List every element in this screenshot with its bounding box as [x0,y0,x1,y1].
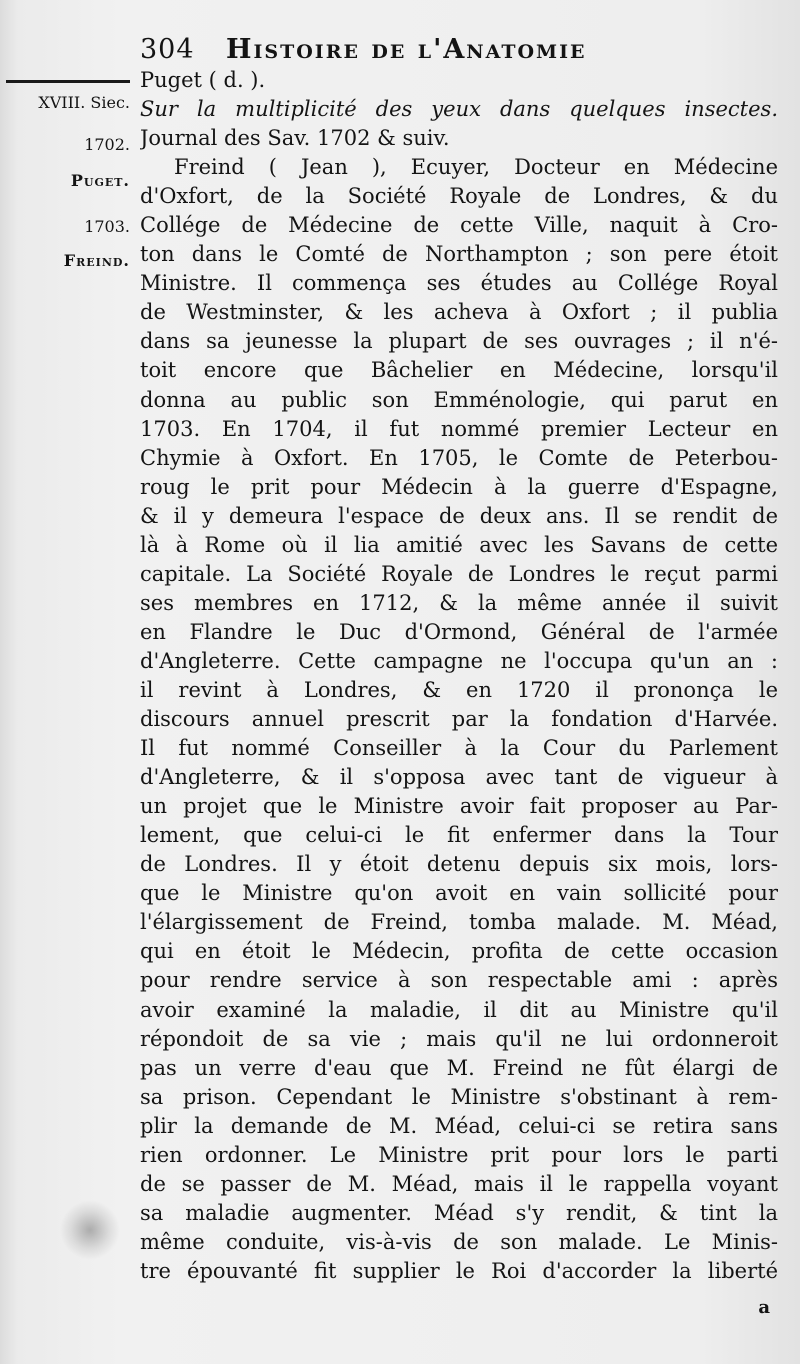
running-header [140,32,795,68]
text-line: ton dans le Comté de Northampton ; son pere étoit [140,242,778,267]
text-line: pour rendre service à son respectable ami : après [140,968,778,993]
text-line: sa prison. Cependant le Ministre s'obstinant à rem- [140,1084,778,1109]
text-line: discours annuel prescrit par la fondation d'Harvée. [140,707,778,732]
text-line: ses membres en 1712, & la même année il suivit [140,590,778,615]
text-line: en Flandre le Duc d'Ormond, Général de l'armée [140,619,778,644]
body-text [140,66,778,1286]
text-line: que le Ministre qu'on avoit en vain sollicité pour [140,881,778,906]
text-line: Puget ( d. ). [140,68,266,92]
text-line: & il y demeura l'espace de deux ans. Il se rendit de [140,503,778,528]
text-line: tre épouvanté fit supplier le Roi d'accorder la liberté [140,1258,778,1283]
text-line: il revint à Londres, & en 1720 il prononça le [140,677,778,702]
text-line: capitale. La Société Royale de Londres le reçut parmi [140,561,778,586]
text-line: pas un verre d'eau que M. Freind ne fût élargi de [140,1055,778,1080]
text-line: d'Angleterre. Cette campagne ne l'occupa qu'un an : [140,648,778,673]
text-line: Freind ( Jean ), Ecuyer, Docteur en Médecine [174,155,778,180]
text-line: Chymie à Oxfort. En 1705, le Comte de Peterbou- [140,445,778,470]
text-line: 1703. En 1704, il fut nommé premier Lecteur en [140,416,778,441]
text-line: donna au public son Emménologie, qui parut en [140,387,778,412]
text-line: l'élargissement de Freind, tomba malade. M. Méad, [140,910,778,935]
text-line: d'Oxfort, de la Société Royale de Londres, & du [140,184,778,209]
text-line: avoir examiné la maladie, il dit au Ministre qu'il [140,997,778,1022]
margin-rule [6,80,130,83]
margin-name-puget: Puget. [70,171,130,190]
text-line: plir la demande de M. Méad, celui-ci se retira sans [140,1113,778,1138]
margin-year-1703: 1703. [84,217,130,236]
margin-name-freind: Freind. [63,251,130,270]
text-line: Sur la multiplicité des yeux dans quelques insectes. [140,97,778,122]
text-line: lement, que celui-ci le fit enfermer dans la Tour [140,823,778,848]
text-line: de Londres. Il y étoit detenu depuis six mois, lors- [140,852,778,877]
text-line: Il fut nommé Conseiller à la Cour du Parlement [140,736,778,761]
signature-mark: a [758,1297,770,1318]
text-line: sa maladie augmenter. Méad s'y rendit, & tint la [140,1200,778,1225]
margin-year-1702: 1702. [84,135,130,154]
text-line: un projet que le Ministre avoir fait proposer au Par- [140,794,778,819]
running-title: Histoire de l'Anatomie [226,34,587,65]
text-line: répondoit de sa vie ; mais qu'il ne lui ordonneroit [140,1026,778,1051]
text-line: roug le prit pour Médecin à la guerre d'Espagne, [140,474,778,499]
page-stain [60,1200,120,1260]
text-line: rien ordonner. Le Ministre prit pour lors le parti [140,1142,778,1167]
text-line: d'Angleterre, & il s'opposa avec tant de vigueur à [140,765,778,790]
text-line: de Westminster, & les acheva à Oxfort ; il publia [140,300,778,325]
text-line: Ministre. Il commença ses études au Collége Royal [140,271,778,296]
text-line: qui en étoit le Médecin, profita de cette occasion [140,939,778,964]
page-number: 304 [140,34,195,65]
text-line: là à Rome où il lia amitié avec les Savans de cette [140,532,778,557]
text-line: toit encore que Bâchelier en Médecine, lorsqu'il [140,358,778,383]
text-line: dans sa jeunesse la plupart de ses ouvrages ; il n'é- [140,329,778,354]
text-line: Collége de Médecine de cette Ville, naquit à Cro- [140,213,778,238]
text-line: même conduite, vis-à-vis de son malade. Le Minis- [140,1229,778,1254]
text-line: Journal des Sav. 1702 & suiv. [140,126,450,151]
margin-century: XVIII. Siec. [38,93,130,112]
text-line: de se passer de M. Méad, mais il le rappella voyant [140,1171,778,1196]
